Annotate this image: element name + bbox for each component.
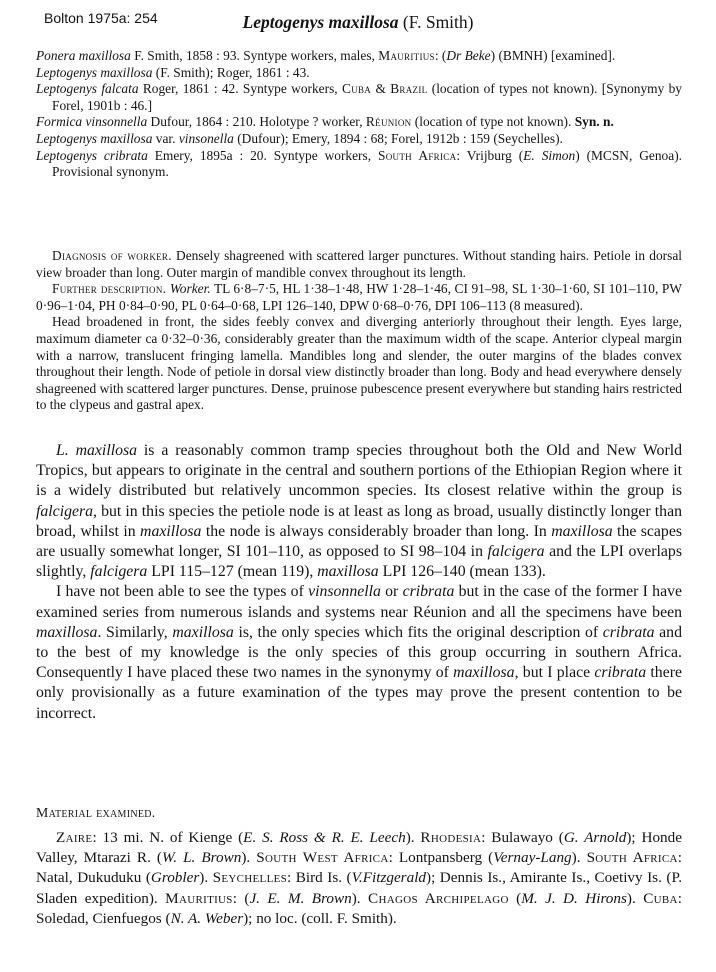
- locality-text: ); no loc. (coll. F. Smith).: [243, 909, 397, 927]
- body-text: and the LPI overlaps slightly,: [36, 543, 682, 581]
- measurements-text: TL 6·8–7·5, HL 1·38–1·48, HW 1·28–1·46, CI 91–98, SL 1·30–1·60, SI 101–110, PW 0·96–1·04, PH 0·84–0·90, PL 0·64–0·68, LPI 126–140, DPW 0·68–0·76, DPI 106–113 (8 measured).: [36, 281, 682, 313]
- body-text: . Similarly,: [97, 623, 173, 641]
- locality-text: ).: [405, 829, 421, 846]
- country-name: Chagos Archipelago: [368, 889, 509, 907]
- further-description-label: Further description.: [52, 281, 167, 297]
- locality-text: : Bulawayo (: [481, 829, 564, 846]
- body-text: or: [380, 583, 403, 601]
- locality: Réunion: [365, 114, 412, 130]
- taxon-name: maxillosa: [140, 522, 202, 540]
- taxon-name: cribrata: [594, 664, 647, 682]
- citation-text: ) (MCSN, Genoa). Provisional synonym.: [52, 147, 683, 180]
- diagnosis-label: Diagnosis of worker.: [52, 248, 172, 263]
- country-name: South West Africa: [256, 849, 389, 867]
- locality-text: ).: [626, 889, 644, 907]
- body-text: the node is always considerably broader than long. In: [201, 522, 552, 540]
- locality-text: (: [508, 889, 522, 907]
- taxon-name: cribrata: [602, 623, 655, 641]
- taxon-name: falcigera: [36, 502, 94, 520]
- citation-text: F. Smith, 1858 : 93. Syntype workers, males,: [130, 48, 379, 63]
- title-species-name: Leptogenys maxillosa: [242, 12, 399, 32]
- description-section: [36, 248, 682, 414]
- taxon-name: falcigera: [90, 563, 148, 581]
- taxon-name: Leptogenys maxillosa: [36, 130, 153, 146]
- locality-text: ); Dennis Is., Amirante Is., Coetivy Is. (P. Sladen expedition).: [36, 869, 682, 907]
- body-text: the scapes are usually somewhat longer, SI 101–110, as opposed to SI 98–104 in: [36, 522, 682, 561]
- body-text: LPI 115–127 (mean 119),: [147, 563, 318, 581]
- discussion-paragraph: [36, 582, 682, 723]
- description-paragraph: Head broadened in front, the sides feebly convex and diverging anteriorly throughout their length. Eyes large, maximum diameter ca 0·32–0·36, considerably greater than the maximum width of the scape. Anterior clypeal margin with a narrow, translucent fringing lamella. Mandibles long and slender, the outer margins of the blades convex throughout their length. Node of petiole in dorsal view distinctly broader than long. Body and head everywhere densely shagreened with scattered larger punctures. Dense, pruinose pubescence present everywhere but standing hairs restricted to the clypeus and gastral apex.: [36, 314, 682, 413]
- country-name: Cuba: [643, 889, 678, 907]
- taxon-name: maxillosa: [317, 563, 379, 581]
- citation-text: (location of types not known). [Synonymy by Forel, 1901b : 46.]: [52, 81, 682, 113]
- body-text: and to the best of my knowledge is the only species of this group occurring in southern Africa. Consequently I have placed these two names in the synonymy of: [36, 623, 682, 682]
- taxon-name: maxillosa: [453, 664, 515, 682]
- taxon-name: Leptogenys cribrata: [36, 147, 148, 163]
- taxon-name: L. maxillosa: [56, 442, 138, 459]
- collector: W. L. Brown: [161, 849, 242, 867]
- locality: Cuba: [341, 81, 372, 97]
- locality-text: : 13 mi. N. of Kienge (: [92, 829, 244, 846]
- discussion-paragraph: [36, 441, 682, 582]
- country-name: Zaire: [56, 829, 93, 846]
- locality: South Africa: [377, 147, 457, 163]
- body-text: , but in this species the petiole node is at least as long as broad, usually distinctly longer than broad, whilst in: [36, 502, 682, 540]
- citation-text: Dufour, 1864 : 210. Holotype ? worker,: [147, 114, 366, 130]
- taxon-name: Ponera maxillosa: [36, 48, 131, 63]
- material-section: [36, 828, 682, 929]
- collector: Vernay-Lang: [493, 849, 572, 867]
- citation-text: : (: [434, 48, 447, 63]
- taxon-name: vinsonnella: [308, 583, 381, 601]
- country-name: Mauritius: [165, 889, 233, 907]
- citation-text: (F. Smith); Roger, 1861 : 43.: [152, 64, 310, 80]
- synonymy-entry: [36, 131, 682, 148]
- taxon-name: falcigera: [487, 543, 545, 561]
- source-tag: Bolton 1975a: 254: [44, 10, 158, 26]
- taxon-name: Formica vinsonnella: [36, 114, 148, 130]
- discussion-section: [36, 441, 682, 724]
- citation-text: ) (BMNH) [examined].: [490, 48, 616, 63]
- collector: V.Fitzgerald: [351, 869, 427, 887]
- collector: E. Simon: [523, 147, 576, 163]
- citation-text: : Vrijburg (: [456, 147, 524, 163]
- body-text: , but I place: [514, 664, 595, 682]
- citation-text: Roger, 1861 : 42. Syntype workers,: [138, 81, 342, 97]
- taxon-name: maxillosa: [551, 522, 613, 540]
- locality-text: ).: [351, 889, 369, 907]
- synonymy-entry: [36, 65, 682, 82]
- body-text: LPI 126–140 (mean 133).: [378, 563, 546, 581]
- caste-label: Worker.: [169, 281, 211, 297]
- citation-text: &: [371, 81, 391, 97]
- taxon-name: Leptogenys falcata: [36, 81, 139, 97]
- synonymy-entry: [36, 148, 682, 181]
- country-name: South Africa: [586, 849, 678, 867]
- species-title: [0, 12, 716, 33]
- measurements-paragraph: [36, 281, 682, 314]
- collector: Grobler: [150, 869, 200, 887]
- body-text: there only provisionally as a future examination of the types may prove the present contention to be incorrect.: [36, 664, 682, 722]
- citation-text: var.: [152, 130, 179, 146]
- citation-text: (Dufour); Emery, 1894 : 68; Forel, 1912b : 159 (Seychelles).: [233, 130, 563, 146]
- title-author: (F. Smith): [402, 12, 474, 32]
- citation-text: (location of type not known).: [411, 114, 575, 130]
- locality: Brazil: [390, 81, 428, 97]
- body-text: is a reasonably common tramp species throughout both the Old and New World Tropics, but appears to originate in the central and southern portions of the Ethiopian Region where it is a widely distributed but relatively uncommon species. Its closest relative within the group is: [36, 442, 682, 500]
- locality-text: : (: [232, 889, 250, 907]
- collector: Dr Beke: [446, 48, 491, 63]
- synonymy-entry: [36, 48, 682, 65]
- diagnosis-paragraph: [36, 248, 682, 281]
- diagnosis-text: Densely shagreened with scattered larger punctures. Without standing hairs. Petiole in dorsal view broader than long. Outer margin of mandible convex throughout its length.: [36, 248, 682, 280]
- material-heading: Material examined.: [36, 805, 156, 820]
- country-name: Rhodesia: [420, 829, 482, 846]
- taxon-name: Leptogenys maxillosa: [36, 64, 153, 80]
- taxon-name: cribrata: [402, 583, 455, 601]
- material-paragraph: [36, 828, 682, 929]
- new-synonym-mark: Syn. n.: [574, 114, 614, 130]
- body-text: I have not been able to see the types of: [56, 583, 309, 601]
- collector: J. E. M. Brown: [249, 889, 352, 907]
- locality-text: : Bird Is. (: [287, 869, 352, 887]
- collector: N. A. Weber: [170, 909, 244, 927]
- taxon-name: maxillosa: [172, 623, 234, 641]
- collector: E. S. Ross & R. E. Leech: [243, 829, 406, 846]
- body-text: is, the only species which fits the original description of: [233, 623, 603, 641]
- locality-text: : Lontpansberg (: [388, 849, 494, 867]
- locality-text: ).: [199, 869, 213, 887]
- synonymy-list: [36, 48, 682, 181]
- synonymy-entry: [36, 114, 682, 131]
- body-text: but in the case of the former I have examined series from numerous islands and systems near Réunion and all the specimens have been: [36, 583, 683, 621]
- locality-text: : Natal, Dukuduku (: [36, 849, 682, 887]
- collector: M. J. D. Hirons: [521, 889, 627, 907]
- locality-text: : Soledad, Cienfuegos (: [36, 889, 682, 927]
- locality-text: ); Honde Valley, Mtarazi R. (: [36, 829, 682, 867]
- country-name: Seychelles: [212, 869, 288, 887]
- taxon-name: maxillosa: [36, 623, 98, 641]
- locality-text: ).: [241, 849, 257, 867]
- locality: Mauritius: [378, 48, 435, 63]
- citation-text: Emery, 1895a : 20. Syntype workers,: [147, 147, 378, 163]
- synonymy-entry: [36, 81, 682, 114]
- collector: G. Arnold: [563, 829, 627, 846]
- variety-name: vinsonella: [178, 130, 234, 146]
- locality-text: ).: [571, 849, 587, 867]
